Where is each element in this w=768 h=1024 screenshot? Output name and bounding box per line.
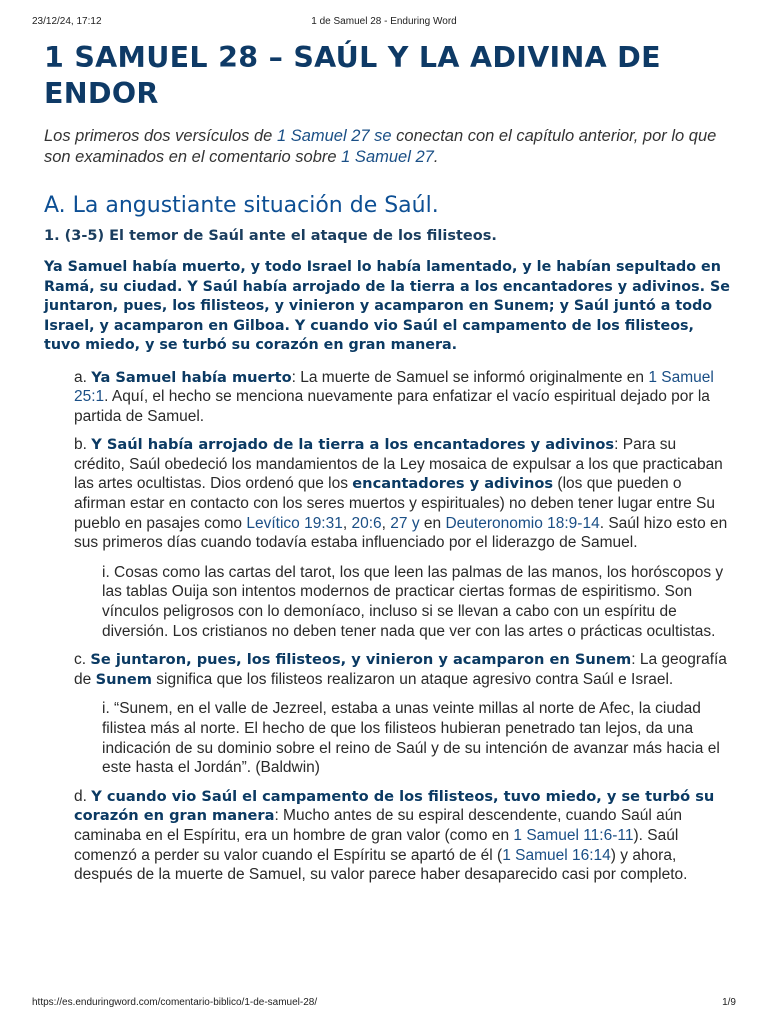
point-text: : La geografía de xyxy=(74,651,727,688)
point-text: , xyxy=(381,514,391,532)
point-c-emphasis: Sunem xyxy=(95,670,152,688)
point-c-quote: Se juntaron, pues, los filisteos, y vinieron y acamparon en Sunem xyxy=(90,651,632,669)
scripture-passage: Ya Samuel había muerto, y todo Israel lo había lamentado, y le habían sepultado en Ramá, su ciudad. Y Saúl había arrojado de la tierra a los encantadores y adivinos. Se juntaron, pues, los filisteos, y vinieron y acamparon en Sunem; y Saúl juntó a todo Israel, y acamparon en Gilboa. Y cuando vio Saúl el campamento de los filisteos, tuvo miedo, y se turbó su corazón en gran manera. xyxy=(44,259,731,353)
link-1-samuel-16-14[interactable]: 1 Samuel 16:14 xyxy=(502,846,611,864)
point-text: significa que los filisteos realizaron un ataque agresivo contra Saúl e Israel. xyxy=(151,670,674,688)
section-heading-a: A. La angustiante situación de Saúl. xyxy=(44,193,439,218)
intro-text: . xyxy=(433,148,439,166)
point-b-quote: Y Saúl había arrojado de la tierra a los encantadores y adivinos xyxy=(91,436,615,454)
print-date: 23/12/24, 17:12 xyxy=(32,16,102,27)
point-text: : La muerte de Samuel se informó originalmente en xyxy=(291,368,649,386)
article xyxy=(44,40,730,885)
print-footer xyxy=(32,997,736,1011)
link-1-samuel-25-1[interactable]: 1 Samuel 25:1 xyxy=(74,368,714,406)
point-c xyxy=(74,650,730,689)
point-text: , xyxy=(342,514,352,532)
point-text: en xyxy=(419,514,446,532)
point-text: (los que pueden o afirman estar en contacto con los seres muertos y espirituales) no deben tener lugar entre Su pueblo en pasajes como xyxy=(74,475,716,532)
intro-paragraph xyxy=(44,126,730,168)
point-d-quote: Y cuando vio Saúl el campamento de los filisteos, tuvo miedo, y se turbó su corazón en gran manera xyxy=(74,787,715,825)
point-letter: c. xyxy=(74,651,91,669)
link-1-samuel-27[interactable]: 1 Samuel 27 xyxy=(341,148,434,166)
link-levitico-19-31[interactable]: Levítico 19:31 xyxy=(246,514,343,532)
print-page-title: 1 de Samuel 28 - Enduring Word xyxy=(311,16,457,27)
point-c-i: i. “Sunem, en el valle de Jezreel, estaba a unas veinte millas al norte de Afec, la ciudad filistea más al norte. El hecho de que los filisteos hubieran penetrado tan lejos, da una indicación de su dominio sobre el reino de Saúl y de su intención de avanzar más hacia el este hasta el Jordán”. (Baldwin) xyxy=(102,700,720,777)
page-title: 1 SAMUEL 28 – SAÚL Y LA ADIVINA DE ENDOR xyxy=(44,41,661,110)
point-letter: b. xyxy=(74,436,92,454)
link-1-samuel-11-6-11[interactable]: 1 Samuel 11:6-11 xyxy=(513,826,634,844)
point-b-i: i. Cosas como las cartas del tarot, los que leen las palmas de las manos, los horóscopos y las tablas Ouija son intentos modernos de practicar ciertas formas de espiritismo. Son vínculos peligrosos con lo demoníaco, incluso si se llevan a cabo con un espíritu de diversión. Los cristianos no deben tener nada que ver con las artes o prácticas ocultistas. xyxy=(102,563,724,640)
point-text: : Para su crédito, Saúl obedeció los mandamientos de la Ley mosaica de expulsar a los que practicaban las artes ocultistas. Dios ordenó que los xyxy=(74,436,723,493)
page-number: 1/9 xyxy=(722,997,736,1008)
point-letter: a. xyxy=(74,368,92,386)
point-text: : Mucho antes de su espiral descendente, cuando Saúl aún caminaba en el Espíritu, era un hombre de gran valor (como en xyxy=(74,807,683,844)
point-b-emphasis: encantadores y adivinos xyxy=(352,475,554,493)
point-text: ). Saúl comenzó a perder su valor cuando el Espíritu se apartó de él ( xyxy=(74,826,679,864)
print-url: https://es.enduringword.com/comentario-biblico/1-de-samuel-28/ xyxy=(32,997,318,1008)
print-header xyxy=(32,16,736,30)
point-text: . Saúl hizo esto en sus primeros días cuando todavía estaba influenciado por el liderazgo de Samuel. xyxy=(74,514,728,552)
link-deuteronomio-18-9-14[interactable]: Deuteronomio 18:9-14 xyxy=(445,514,600,532)
point-a-quote: Ya Samuel había muerto xyxy=(91,368,292,386)
intro-text: Los primeros dos versículos de xyxy=(44,127,277,145)
intro-text: conectan con el capítulo anterior, por lo que son examinados en el comentario sobre xyxy=(44,127,717,166)
point-b xyxy=(74,435,730,553)
subsection-heading-1: 1. (3-5) El temor de Saúl ante el ataque de los filisteos. xyxy=(44,228,497,244)
point-d xyxy=(74,787,730,885)
point-text: . Aquí, el hecho se menciona nuevamente para enfatizar el vacío espiritual dejado por la partida de Samuel. xyxy=(74,388,710,425)
point-a xyxy=(74,368,730,427)
link-20-6[interactable]: 20:6 xyxy=(351,514,382,532)
link-27[interactable]: 27 y xyxy=(390,514,420,532)
link-1-samuel-27-se[interactable]: 1 Samuel 27 se xyxy=(276,127,392,145)
point-letter: d. xyxy=(74,787,92,805)
point-text: ) y ahora, después de la muerte de Samuel, su valor parece haber desaparecido casi por completo. xyxy=(74,846,688,884)
